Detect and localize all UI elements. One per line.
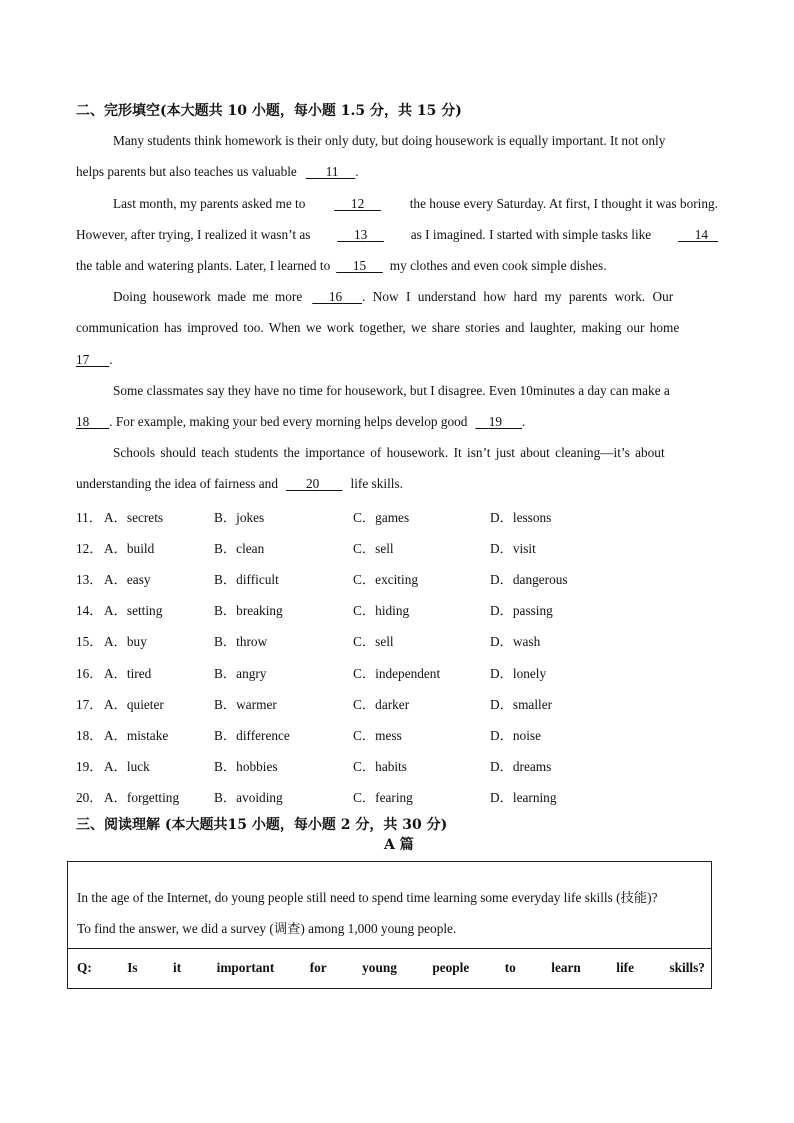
option-d[interactable]: D．noise	[490, 728, 541, 743]
passage-line	[76, 131, 718, 151]
option-d[interactable]: D．lonely	[490, 666, 547, 681]
passage-line	[76, 318, 718, 338]
question-number: 14．	[76, 603, 103, 618]
passage-line	[76, 350, 718, 370]
question-word: skills?	[669, 960, 705, 975]
passage-text: Schools should teach students the importance of housework. It isn’t just about cleaning—it’s about	[113, 445, 665, 460]
passage-text: communication has improved too. When we work together, we share stories and laughter, making our home	[76, 320, 680, 335]
option-a[interactable]: A．quieter	[104, 697, 164, 712]
passage-text: helps parents but also teaches us valuable	[76, 164, 297, 179]
option-c[interactable]: C．sell	[353, 634, 394, 649]
option-d[interactable]: D．lessons	[490, 510, 552, 525]
option-b[interactable]: B．breaking	[214, 603, 283, 618]
option-b[interactable]: B．warmer	[214, 697, 277, 712]
option-c[interactable]: C．mess	[353, 728, 402, 743]
option-c[interactable]: C．hiding	[353, 603, 410, 618]
option-a[interactable]: A．build	[104, 541, 155, 556]
passage-text: life skills.	[350, 476, 403, 491]
option-d[interactable]: D．dangerous	[490, 572, 568, 587]
question-number: 20．	[76, 790, 103, 805]
question-number: 17．	[76, 697, 103, 712]
option-a[interactable]: A．luck	[104, 759, 150, 774]
section-2-title: 二、完形填空(本大题共 10 小题，每小题 1.5 分，共 15 分)	[76, 103, 462, 119]
option-c[interactable]: C．habits	[353, 759, 407, 774]
option-b[interactable]: B．difficult	[214, 572, 279, 587]
option-d[interactable]: D．smaller	[490, 697, 553, 712]
passage-text: Last month, my parents asked me to	[113, 196, 306, 211]
passage-text: as I imagined. I started with simple tasks like	[410, 227, 652, 242]
passage-text: understanding the idea of fairness and	[76, 476, 278, 491]
box-intro-line: To find the answer, we did a survey (调查) among 1,000 young people.	[77, 921, 457, 936]
option-a[interactable]: A．easy	[104, 572, 151, 587]
blank-19[interactable]: 19	[488, 414, 503, 429]
passage-line	[76, 474, 718, 494]
option-b[interactable]: B．angry	[214, 666, 267, 681]
part-a-heading: A 篇	[384, 837, 414, 853]
question-number: 13．	[76, 572, 103, 587]
blank-15[interactable]: 15	[352, 258, 367, 273]
option-a[interactable]: A．buy	[104, 634, 147, 649]
passage-line	[76, 162, 718, 182]
blank-16[interactable]: 16	[328, 289, 343, 304]
passage-text: .	[109, 352, 113, 367]
option-b[interactable]: B．difference	[214, 728, 290, 743]
question-number: 12．	[76, 541, 103, 556]
survey-box	[67, 861, 712, 989]
blank-20[interactable]: 20	[305, 476, 320, 491]
option-d[interactable]: D．passing	[490, 603, 553, 618]
section-3-title: 三、阅读理解 (本大题共15 小题，每小题 2 分，共 30 分)	[76, 817, 448, 833]
blank-13[interactable]: 13	[353, 227, 368, 242]
passage-text: . Now I understand how hard my parents work. Our	[362, 289, 674, 304]
question-word: people	[432, 960, 470, 975]
passage-line	[76, 412, 718, 432]
box-divider	[68, 948, 711, 949]
question-word: to	[504, 960, 516, 975]
passage-line	[76, 287, 718, 307]
option-c[interactable]: C．games	[353, 510, 410, 525]
passage-line	[76, 194, 718, 214]
option-a[interactable]: A．mistake	[104, 728, 169, 743]
option-a[interactable]: A．tired	[104, 666, 152, 681]
passage-text: my clothes and even cook simple dishes.	[389, 258, 607, 273]
passage-text: the house every Saturday. At first, I thought it was boring.	[409, 196, 718, 211]
option-c[interactable]: C．independent	[353, 666, 441, 681]
option-c[interactable]: C．exciting	[353, 572, 418, 587]
question-word: life	[616, 960, 634, 975]
passage-text: .	[355, 164, 359, 179]
passage-text: However, after trying, I realized it wasn’t as	[76, 227, 311, 242]
question-number: 15．	[76, 634, 103, 649]
option-d[interactable]: D．dreams	[490, 759, 552, 774]
question-number: 19．	[76, 759, 103, 774]
option-b[interactable]: B．jokes	[214, 510, 265, 525]
option-b[interactable]: B．clean	[214, 541, 265, 556]
passage-line	[76, 443, 718, 463]
question-word: important	[216, 960, 275, 975]
option-a[interactable]: A．secrets	[104, 510, 164, 525]
option-c[interactable]: C．fearing	[353, 790, 413, 805]
passage-line	[76, 256, 718, 276]
passage-text: the table and watering plants. Later, I learned to	[76, 258, 331, 273]
blank-12[interactable]: 12	[350, 196, 365, 211]
question-word: for	[309, 960, 327, 975]
question-number: 16．	[76, 666, 103, 681]
option-d[interactable]: D．wash	[490, 634, 541, 649]
question-word: Is	[127, 960, 138, 975]
passage-line	[76, 381, 718, 401]
option-c[interactable]: C．darker	[353, 697, 410, 712]
survey-question	[77, 960, 705, 976]
question-number: 11．	[76, 510, 103, 525]
question-word: Q:	[77, 960, 92, 975]
box-intro-line: In the age of the Internet, do young people still need to spend time learning some everyday life skills (技能)?	[77, 890, 658, 905]
blank-18[interactable]: 18	[76, 414, 90, 429]
option-a[interactable]: A．setting	[104, 603, 163, 618]
question-number: 18．	[76, 728, 103, 743]
option-c[interactable]: C．sell	[353, 541, 394, 556]
blank-11[interactable]: 11	[325, 164, 339, 179]
blank-14[interactable]: 14	[694, 227, 709, 242]
option-a[interactable]: A．forgetting	[104, 790, 180, 805]
passage-text: .	[522, 414, 526, 429]
passage-text: Doing housework made me more	[113, 289, 303, 304]
question-word: learn	[551, 960, 581, 975]
passage-text: . For example, making your bed every morning helps develop good	[109, 414, 468, 429]
passage-text: Many students think homework is their only duty, but doing housework is equally important. It not only	[113, 133, 666, 148]
option-b[interactable]: B．hobbies	[214, 759, 278, 774]
option-d[interactable]: D．visit	[490, 541, 536, 556]
question-word: it	[173, 960, 182, 975]
blank-17[interactable]: 17	[76, 352, 90, 367]
option-b[interactable]: B．avoiding	[214, 790, 283, 805]
question-word: young	[362, 960, 397, 975]
passage-line	[76, 225, 718, 245]
passage-text: Some classmates say they have no time for housework, but I disagree. Even 10minutes a day can make a	[113, 383, 670, 398]
option-d[interactable]: D．learning	[490, 790, 557, 805]
option-b[interactable]: B．throw	[214, 634, 268, 649]
